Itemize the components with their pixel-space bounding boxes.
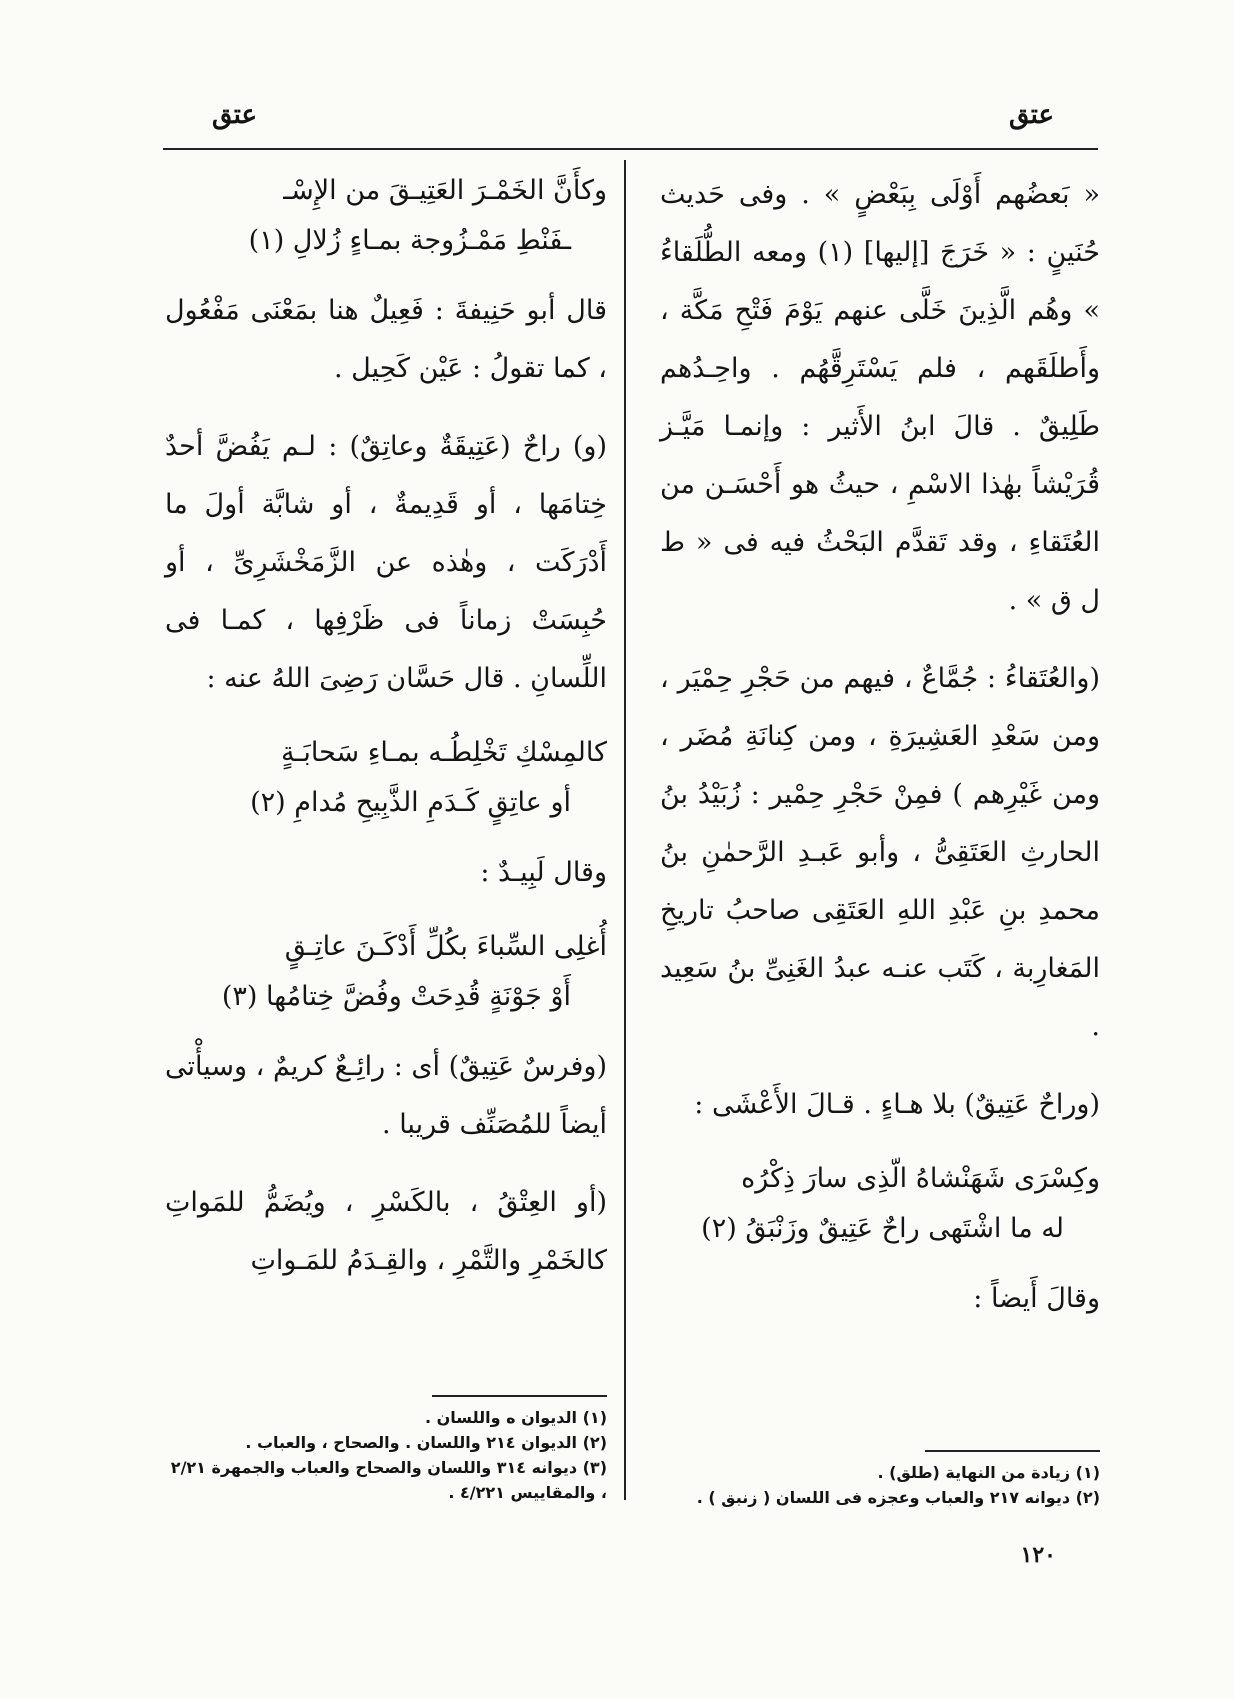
entry-paragraph: وقال لَبِيـدٌ : xyxy=(480,857,607,888)
running-header-left: عتق xyxy=(212,100,258,130)
verse-first-hemistich: وكِسْرَى شَهَنْشاهُ الّذِى سارَ ذِكْرُه xyxy=(741,1163,1100,1194)
footnote-rule xyxy=(432,1395,607,1397)
poetry-verse xyxy=(660,1154,1100,1254)
entry-paragraph: وقالَ أَيضاً : xyxy=(973,1283,1100,1314)
verse-first-hemistich: كالمِسْكِ تَخْلِطُـه بمـاءِ سَحابَـةٍ xyxy=(280,737,607,768)
entry-paragraph: (و) راحٌ (عَتِيقَةٌ وعاتِقٌ) : لـم يَفُضَّ أحدٌ خِتامَها ، أو قَدِيمةٌ ، أو شابَّة أولَ ما أَدْرَكَت ، وهٰذه عن الزَّمَخْشَرِىِّ ، أو حُبِسَتْ زماناً فى ظَرْفِها ، كمـا فى اللِّسانِ . قال حَسَّان رَضِىَ اللهُ عنه : xyxy=(165,431,607,694)
left-column xyxy=(165,166,607,1310)
header-rule xyxy=(163,148,1098,150)
poetry-verse xyxy=(165,166,607,266)
entry-paragraph: قال أبو حَنِيفةَ : فَعِيلٌ هنا بمَعْنَى مَفْعُول ، كما تقولُ : عَيْن كَحِيل . xyxy=(165,295,607,384)
footnotes-right xyxy=(660,1450,1100,1510)
verse-second-hemistich: أو عاتِقٍ كَـدَمِ الذَّبِيحِ مُدامِ (٢) xyxy=(250,787,571,818)
poetry-verse xyxy=(165,922,607,1022)
verse-second-hemistich: له ما اشْتَهى راحٌ عَتِيقٌ وزَنْبَقُ (٢) xyxy=(701,1213,1064,1244)
footnote: (٣) ديوانه ٣١٤ واللسان والصحاح والعباب والجمهرة ٢/٢١ ، والمقاييس ٤/٢٢١ . xyxy=(170,1458,607,1502)
entry-paragraph: « بَعضُهم أَوْلَى بِبَعْضٍ » . وفى حَديث حُنَينٍ : « خَرَجَ [إليها] (١) ومعه الطُّلَقاءُ » وهُم الَّذِينَ خَلَّى عنهم يَوْمَ فَتْحِ مَكَّة ، وأَطلَقَهم ، فلم يَسْتَرِقَّهُم . واحِـدُهم طَلِيقٌ . قالَ ابنُ الأَثير : وإنمـا مَيَّـز قُرَيْشاً بهٰذا الاسْمِ ، حيثُ هو أَحْسَـن من العُتَقاءِ ، وقد تَقدَّم البَحْثُ فيه فى « ط ل ق » . xyxy=(660,179,1100,616)
footnote-rule xyxy=(925,1450,1100,1452)
footnote: (٢) ديوانه ٢١٧ والعباب وعجزه فى اللسان ( زنبق ) . xyxy=(696,1488,1100,1507)
right-column xyxy=(660,166,1100,1348)
footnote: (١) الديوان ه واللسان . xyxy=(424,1408,607,1427)
entry-paragraph: (وراحٌ عَتِيقٌ) بلا هـاءٍ . قـالَ الأَعْشَى : xyxy=(694,1089,1100,1120)
verse-first-hemistich: وكأَنَّ الخَمْـرَ العَتِيـقَ من الإِسْـ xyxy=(283,175,607,206)
verse-first-hemistich: أُغلِى السِّباءَ بكُلِّ أَدْكَـنَ عاتِـقٍ xyxy=(284,931,607,962)
entry-paragraph: (والعُتَقاءُ : جُمَّاعٌ ، فيهم من حَجْرِ حِمْيَر ، ومن سَعْدِ العَشِيرَةِ ، ومن كِنانَةِ مُضَر ، ومن غَيْرِهم ) فمِنْ حَجْرِ حِمْير : زُبَيْدُ بنُ الحارثِ العَتَقِىُّ ، وأبو عَبـدِ الرَّحمٰنِ بنُ محمدِ بنِ عَبْدِ اللهِ العَتَقِى صاحبُ تاريخِ المَغارِبة ، كَتَب عنـه عبدُ الغَنِىِّ بنُ سَعِيد . xyxy=(660,663,1100,1042)
entry-paragraph: (أو العِتْقُ ، بالكَسْرِ ، ويُضَمُّ للمَواتِ كالخَمْرِ والتَّمْرِ ، والقِـدَمُ للمَـواتِ xyxy=(165,1187,607,1276)
footnote: (١) زيادة من النهاية (طلق) . xyxy=(877,1463,1100,1482)
poetry-verse xyxy=(165,728,607,828)
verse-second-hemistich: ـفَنْطِ مَمْـزُوجة بمـاءٍ زُلالِ (١) xyxy=(248,225,571,256)
column-divider xyxy=(624,160,626,1500)
page-number: ١٢٠ xyxy=(1020,1542,1056,1568)
footnote: (٢) الديوان ٢١٤ واللسان . والصحاح ، والعباب . xyxy=(245,1433,607,1452)
entry-paragraph: (وفرسٌ عَتِيقٌ) أى : رائِـعٌ كريمٌ ، وسيأْتى أيضاً للمُصَنِّف قريبا . xyxy=(165,1051,607,1140)
verse-second-hemistich: أَوْ جَوْنَةٍ قُدِحَتْ وفُضَّ خِتامُها (٣) xyxy=(221,981,571,1012)
footnotes-left xyxy=(165,1395,607,1505)
running-header-right: عتق xyxy=(1008,100,1054,130)
